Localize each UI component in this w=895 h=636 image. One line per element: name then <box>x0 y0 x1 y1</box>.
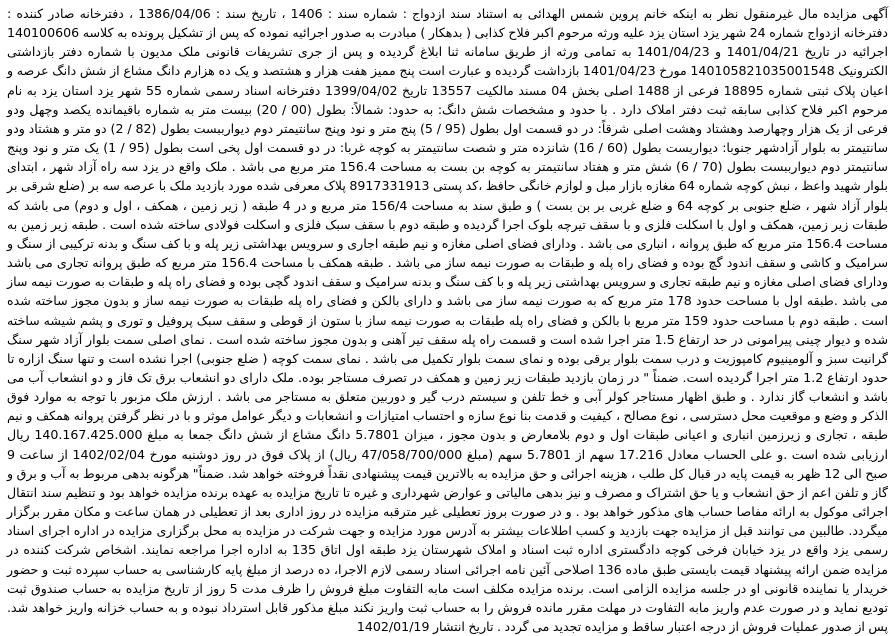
notice-body-text: آگهی مزایده مال غیرمنقول نظر به اینکه خانم پروین شمس الهدائی به استناد سند ازدواج : شماره سند : 1406 ، تاریخ سند : 1386/04/06 ، دفترخانه صادر کننده : دفترخانه ازدواج شماره 24 شهر یزد استان یزد علیه ورثه مرحوم اکبر فلاح کذابی ( بدهکار ) مبادرت به صدور اجرائیه نموده که پس از تشکیل پرونده به کلاسه 140100606 اجرائیه در تاریخ 1401/04/21 و 1401/04/23 به تمامی ورثه از طریق سامانه ثنا ابلاغ گردیده و پس از جری تشریفات قانونی ملک مدیون با شماره دفتر بازداشتی الکترونیک 140105821035001548 مورخ 1401/04/23 بازداشت گردیده و عبارت است پنج ممیز هفت هزار و هشتصد و یک ده هزارم دانگ مشاع از شش دانگ عرصه و اعیان پلاک ثبتی شماره 18895 فرعی از 1488 اصلی بخش 04 مسند مالکیت 13557 تاریخ 1399/04/02 دفترخانه اسناد رسمی شماره 55 شهر یزد استان یزد به نام مرحوم اکبر فلاح کذابی سابقه ثبت دفتر املاک دارد . با حدود و مشخصات شش دانگ: به حدود: شمالاً: بطول (00 / 20) بیست متر به شماره باقیمانده یکصد وچهل ودو فرعی از یک هزار وچهارصد وهشتاد وهشت اصلی شرقاً: در دو قسمت اول بطول (95 / 5) پنج متر و نود وپنج سانتیمتر دوم دیوارببست بطول (82 / 2) دو متر و هشتاد ودو سانتیمتر به بلوار آزادشهر جنوبا: دیواربست بطول (60 / 16) شانزده متر و شصت سانتیمتر به کوچه غربا: در دو قسمت اول پخی است بطول (95 / 1) یک متر و نود وپنج سانتیمتر دوم دیوارببست بطول (70 / 6) شش متر و هفتاد سانتیمتر به کوچه بن بست به مساحت 156.4 متر مربع می باشد . ملک واقع در یزد سه راه آزاد شهر ، ابتدای بلوار شهید واعظ ، نبش کوچه شماره 64 مغازه بازار مبل و لوازم خانگی حافظ ،کد پستی 8917331913 پلاک معرفی شده مورد بازدید ملک با عرصه سه بر (ضلع شرقی بر بلوار آزاد شهر ، ضلع جنوبی بر کوچه 64 و ضلع غربی بر بن بست ) و طبق سند به مساحت 156/4 متر مربع و در 4 طبقه ( زیر زمین ، همکف ، اول و دوم) می باشد که طبقات زیر زمین، همکف و اول با اسکلت فلزی و با سقف تیرچه بلوک اجرا گردیده و طبقه دوم با سقف سبک فلزی و اسکلت فولادی ساخته شده است . طبقه زیر زمین به مساحت 156.4 متر مربع که طبق پروانه ، انباری می باشد . ودارای فضای اصلی مغازه و نیم طبقه اجاری و سرویس بهداشتی زیر پله و با کف سنگ و بدنه ترکیبی از سنگ و سرامیک و کاشی و سقف اندود گچ بوده و فضای راه پله و طبقات به صورت نیمه ساز می باشد . طبقه همکف با مساحت 156.4 متر مربع که طبق پروانه تجاری می باشد ودارای فضای اصلی مغازه و نیم طبقه تجاری و سرویس بهداشتی زیر پله و با کف سنگ و بدنه سرامیک و سقف اندود گچی بوده و فضای راه پله و طبقات به صورت نیمه ساز می باشد .طبقه اول با مساحت حدود 178 متر مربع که به صورت نیمه ساز می باشد و دارای بالکن و فضای راه پله طبقات به صورت نیمه ساز و بدون مجوز ساخته شده است . طبقه دوم با مساحت حدود 159 متر مربع با بالکن و فضای راه پله طبقات به صورت نیمه ساز با ستون از قوطی و سقف سبک پروفیل و توری و پشم شیشه ساخته شده و دیوار چینی پیرامونی در حد ارتفاع 1.5 متر اجرا شده است و قسمت راه پله سقف تیر آهنی و بدون مجوز ساخته شده است . نمای اصلی سمت بلوار آزاد شهر سنگ گرانیت سبز و آلومینیوم کامپوزیت و درب سمت بلوار برقی بوده و نمای سمت بلوار تکمیل می باشد . نمای سمت کوچه ( ضلع جنوبی) اجرا نشده است و تنها سنگ ازاره تا حدود ارتفاع 1.2 متر اجرا گردیده است. ضمناً " در زمان بازدید طبقات زیر زمین و همکف در تصرف مستاجر بوده. ملک دارای دو انشعاب برق تک فاز و دو انشعاب آب می باشد و انشعاب گاز ندارد . و طبق اظهار مستاجر کولر آبی و خط تلفن و سیستم درب گیر و دوربین متعلق به مستاجر می باشد . ارزش ملک مزبور با توجه به موارد فوق الذکر و وضع و موقعیت محل دسترسی ، نوع مصالح ، کیفیت و قدمت بنا نوع سازه و احتساب امتیازات و انشعابات و دیگر عوامل موثر و با در نظر گرفتن پروانه همکف و نیم طبقه ، تجاری و زیرزمین انباری و اعیانی طبقات اول و دوم بلامعارض و بدون مجوز ، میزان 5.7801 دانگ مشاع از شش دانگ جمعا به مبلغ 140.167.425.000 ریال ارزیابی شده است .و علی الحساب معادل 17.216 سهم از 5.7801 سهم (مبلغ 47/058/700/000 ریال) از پلاک فوق در روز دوشنبه مورخ 1402/02/04 از ساعت 9 صبح الی 12 ظهر به قیمت پایه در قبال کل طلب ، هزینه اجرائی و حق مزایده به بالاترین قیمت پیشنهادی نقداً فروخته خواهد شد. ضمناً" هرگونه بدهی مربوط به آب و برق و گاز و تلفن اعم از حق انشعاب و یا حق اشتراک و مصرف و نیز بدهی مالیاتی و عوارض شهرداری و غیره تا تاریخ مزایده به عهده برنده مزایده خواهد بود و تنظیم سند انتقال اجرائی موکول به ارائه مفاصا حساب های مذکور خواهد بود . و در صورت بروز تعطیلی غیر مترقبه مزایده در روز اداری بعد از تعطیلی در همان ساعت و مکان مقرر برگزار میگردد. طالبین می توانند قبل از مزایده جهت بازدید و کسب اطلاعات بیشتر به آدرس مورد مزایده و جهت شرکت در مزایده به محل برگزاری مزایده در اداره اجرای اسناد رسمی یزد واقع در یزد خیابان فرخی کوچه دادگستری اداره ثبت اسناد و املاک شهرستان یزد طبقه اول اتاق 135 به اداره اجرا مراجعه نمایند. اشخاص شرکت کننده در مزایده ضمن ارائه پیشنهاد قیمت بایستی طبق ماده 136 اصلاحی آئین نامه اجرائی اسناد رسمی لازم الاجرا، ده درصد از مبلغ پایه کارشناسی به حساب سپرده ثبت و حضور خریدار یا نماینده قانونی او در جلسه مزایده الزامی است. برنده مزایده مکلف است مابه التفاوت مبلغ فروش را ظرف مدت 5 روز از تاریخ مزایده به حساب صندوق ثبت تودیع نماید و در صورت عدم واریز مابه التفاوت در مهلت مقرر مانده فروش را به حساب ثبت واریز نکند مبلغ مذکور قابل استرداد نبوده و به حساب خزانه واریز خواهد شد. پس از صدور عملیات فروش از درجه اعتبار ساقط و مزایده تجدید می گردد . تاریخ انتشار 1402/01/19 <box>7 6 889 634</box>
